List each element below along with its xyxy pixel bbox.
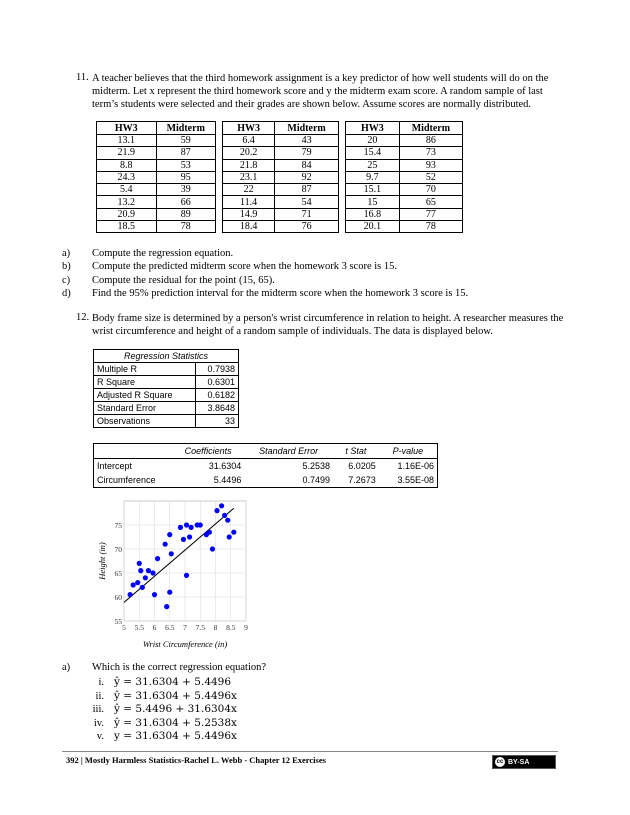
hw3-cell: 15.1	[346, 184, 400, 196]
question-11-line-1: A teacher believes that the third homework assignment is a key predictor of how well students will do on the	[92, 73, 549, 84]
x-tick-label: 5	[122, 623, 126, 632]
hw-table-2	[222, 121, 339, 233]
question-11-text	[92, 72, 562, 111]
hw3-cell: 21.9	[97, 147, 157, 159]
hw3-header: HW3	[97, 122, 157, 135]
table-row	[97, 135, 216, 147]
hw3-cell: 20.1	[346, 221, 400, 233]
y-tick-label: 55	[114, 617, 122, 626]
stat-label: Standard Error	[94, 402, 196, 415]
data-point	[219, 503, 224, 508]
midterm-cell: 54	[275, 196, 339, 208]
coef-cell: 1.16E-06	[397, 461, 434, 471]
hw3-cell: 6.4	[223, 135, 275, 147]
hw3-header: HW3	[223, 122, 275, 135]
part-label: c)	[62, 275, 71, 286]
data-point	[207, 530, 212, 535]
table-row	[223, 147, 339, 159]
hw-table-3	[345, 121, 463, 233]
hw3-cell: 24.3	[97, 171, 157, 183]
data-point	[140, 585, 145, 590]
data-point	[138, 568, 143, 573]
choice-label: iv.	[93, 718, 104, 729]
table-row	[97, 221, 216, 233]
data-point	[155, 556, 160, 561]
table-row	[97, 159, 216, 171]
coef-cell: 5.2538	[302, 461, 331, 471]
data-point	[131, 582, 136, 587]
stat-label: Multiple R	[94, 363, 196, 376]
midterm-cell: 84	[275, 159, 339, 171]
data-point	[231, 530, 236, 535]
hw3-cell: 22	[223, 184, 275, 196]
stat-value: 33	[196, 415, 239, 428]
x-axis-label: Wrist Circumference (in)	[142, 639, 228, 649]
data-point	[150, 570, 155, 575]
table-row	[97, 208, 216, 220]
data-point	[181, 537, 186, 542]
choice-label: iii.	[92, 704, 104, 715]
hw3-cell: 15.4	[346, 147, 400, 159]
hw3-cell: 8.8	[97, 159, 157, 171]
data-point	[210, 546, 215, 551]
coef-header: P-value	[392, 446, 424, 456]
midterm-header: Midterm	[275, 122, 339, 135]
table-row	[223, 171, 339, 183]
table-row	[346, 171, 463, 183]
table-row	[223, 196, 339, 208]
data-point	[146, 568, 151, 573]
stat-value: 0.6301	[196, 376, 239, 389]
table-row	[97, 171, 216, 183]
midterm-cell: 86	[399, 135, 462, 147]
hw3-cell: 18.5	[97, 221, 157, 233]
question-11-line-2: midterm. Let x represent the third homework score and y the midterm exam score. A random sample of last	[92, 86, 543, 97]
hw3-cell: 25	[346, 159, 400, 171]
midterm-cell: 53	[156, 159, 216, 171]
coef-cell: 6.0205	[348, 461, 376, 471]
data-point	[178, 525, 183, 530]
table-row	[346, 159, 463, 171]
stat-label: Observations	[94, 415, 196, 428]
coef-cell: 0.7499	[302, 475, 331, 485]
midterm-cell: 66	[156, 196, 216, 208]
choice-text: ŷ = 31.6304 + 5.2538x	[114, 717, 237, 729]
stat-value: 3.8648	[196, 402, 239, 415]
regression-statistics-table	[93, 349, 239, 428]
midterm-cell: 43	[275, 135, 339, 147]
hw3-cell: 13.2	[97, 196, 157, 208]
table-row	[223, 184, 339, 196]
hw3-cell: 18.4	[223, 221, 275, 233]
midterm-cell: 52	[399, 171, 462, 183]
coef-header: t Stat	[345, 446, 367, 456]
hw3-cell: 21.8	[223, 159, 275, 171]
table-row	[223, 159, 339, 171]
midterm-cell: 59	[156, 135, 216, 147]
hw3-cell: 14.9	[223, 208, 275, 220]
midterm-cell: 95	[156, 171, 216, 183]
question-12-text	[92, 312, 562, 338]
midterm-header: Midterm	[156, 122, 216, 135]
midterm-cell: 76	[275, 221, 339, 233]
hw3-cell: 16.8	[346, 208, 400, 220]
midterm-header: Midterm	[399, 122, 462, 135]
coef-row-label: Intercept	[97, 461, 133, 471]
data-point	[198, 522, 203, 527]
choice-label: i.	[98, 677, 104, 688]
part-text: Find the 95% prediction interval for the midterm score when the homework 3 score is 15.	[92, 288, 469, 299]
data-point	[222, 513, 227, 518]
midterm-cell: 71	[275, 208, 339, 220]
table-row	[346, 208, 463, 220]
data-point	[143, 575, 148, 580]
midterm-cell: 78	[399, 221, 462, 233]
table-row	[97, 184, 216, 196]
choice-text: ŷ = 31.6304 + 5.4496x	[114, 690, 237, 702]
coef-header	[94, 444, 173, 459]
midterm-cell: 89	[156, 208, 216, 220]
hw3-cell: 15	[346, 196, 400, 208]
midterm-cell: 93	[399, 159, 462, 171]
part-text: Compute the residual for the point (15, 65).	[92, 275, 275, 286]
midterm-cell: 39	[156, 184, 216, 196]
midterm-cell: 65	[399, 196, 462, 208]
question-12-line-2: wrist circumference and height of a random sample of individuals. The data is displayed below.	[92, 326, 493, 337]
coef-cell: 5.4496	[213, 475, 242, 485]
data-point	[128, 592, 133, 597]
y-tick-label: 65	[114, 569, 122, 578]
coefficients-table	[93, 443, 438, 488]
part-label: a)	[62, 662, 71, 673]
table-row	[223, 135, 339, 147]
midterm-cell: 73	[399, 147, 462, 159]
hw3-cell: 20	[346, 135, 400, 147]
x-tick-label: 6.5	[165, 623, 175, 632]
x-tick-label: 9	[244, 623, 248, 632]
data-point	[189, 525, 194, 530]
data-point	[214, 508, 219, 513]
choice-text: y = 31.6304 + 5.4496x	[114, 730, 237, 742]
hw3-cell: 20.2	[223, 147, 275, 159]
data-point	[187, 534, 192, 539]
coef-cell: 7.2673	[348, 475, 376, 485]
x-tick-label: 8.5	[226, 623, 236, 632]
data-point	[184, 573, 189, 578]
data-point	[169, 551, 174, 556]
midterm-cell: 92	[275, 171, 339, 183]
part-label: b)	[62, 261, 71, 272]
part-label: a)	[62, 248, 71, 259]
table-row	[346, 221, 463, 233]
hw3-cell: 11.4	[223, 196, 275, 208]
stat-label: Adjusted R Square	[94, 389, 196, 402]
hw-table-1	[96, 121, 216, 233]
regression-statistics-title: Regression Statistics	[94, 350, 239, 363]
x-tick-label: 7	[183, 623, 187, 632]
y-tick-label: 75	[114, 521, 122, 530]
y-axis-label: Height (in)	[97, 542, 107, 580]
x-tick-label: 8	[213, 623, 218, 632]
coef-header: Coefficients	[184, 446, 232, 456]
x-tick-label: 5.5	[134, 623, 144, 632]
table-row	[346, 135, 463, 147]
question-12-line-1: Body frame size is determined by a person's wrist circumference in relation to height. A researcher measures the	[92, 313, 564, 324]
question-11-number: 11.	[76, 72, 89, 83]
data-point	[225, 518, 230, 523]
midterm-cell: 78	[156, 221, 216, 233]
choice-text: ŷ = 31.6304 + 5.4496	[114, 676, 232, 688]
stat-label: R Square	[94, 376, 196, 389]
scatter-plot	[96, 497, 256, 655]
part-label: d)	[62, 288, 71, 299]
midterm-cell: 79	[275, 147, 339, 159]
y-tick-label: 70	[114, 545, 122, 554]
table-row	[346, 147, 463, 159]
x-tick-label: 6	[152, 623, 157, 632]
question-11-line-3: term’s students were selected and their grades are shown below. Assume scores are normally distributed.	[92, 99, 532, 110]
midterm-cell: 87	[275, 184, 339, 196]
data-point	[167, 532, 172, 537]
cc-license-badge[interactable]	[492, 755, 556, 769]
y-tick-label: 60	[114, 593, 122, 602]
hw3-cell: 5.4	[97, 184, 157, 196]
table-row	[346, 184, 463, 196]
hw3-cell: 9.7	[346, 171, 400, 183]
data-point	[135, 580, 140, 585]
midterm-cell: 70	[399, 184, 462, 196]
coef-row-label: Circumference	[97, 475, 156, 485]
data-point	[163, 542, 168, 547]
hw3-cell: 20.9	[97, 208, 157, 220]
midterm-cell: 77	[399, 208, 462, 220]
table-row	[97, 147, 216, 159]
table-row	[346, 196, 463, 208]
midterm-cell: 87	[156, 147, 216, 159]
part-text: Compute the predicted midterm score when the homework 3 score is 15.	[92, 261, 398, 272]
hw3-header: HW3	[346, 122, 400, 135]
table-row	[223, 208, 339, 220]
data-point	[184, 522, 189, 527]
part-text: Compute the regression equation.	[92, 248, 234, 259]
hw3-cell: 13.1	[97, 135, 157, 147]
footer-text: 392 | Mostly Harmless Statistics-Rachel L. Webb - Chapter 12 Exercises	[66, 755, 326, 765]
choice-label: ii.	[95, 691, 104, 702]
license-text: BY-SA	[508, 758, 530, 766]
plot-points	[128, 503, 237, 609]
footer-rule	[62, 751, 558, 752]
data-point	[167, 590, 172, 595]
hw3-cell: 23.1	[223, 171, 275, 183]
stat-value: 0.6182	[196, 389, 239, 402]
cc-icon: cc	[496, 759, 504, 765]
coef-header: Standard Error	[259, 446, 319, 456]
data-point	[164, 604, 169, 609]
choice-text: ŷ = 5.4496 + 31.6304x	[114, 703, 237, 715]
data-point	[137, 561, 142, 566]
choice-label: v.	[96, 731, 104, 742]
stat-value: 0.7938	[196, 363, 239, 376]
data-point	[227, 534, 232, 539]
x-tick-label: 7.5	[195, 623, 205, 632]
table-row	[223, 221, 339, 233]
coef-cell: 3.55E-08	[397, 475, 434, 485]
coef-cell: 31.6304	[208, 461, 242, 471]
data-point	[152, 592, 157, 597]
part-text: Which is the correct regression equation?	[92, 662, 267, 673]
question-12-number: 12.	[76, 312, 90, 323]
table-row	[97, 196, 216, 208]
